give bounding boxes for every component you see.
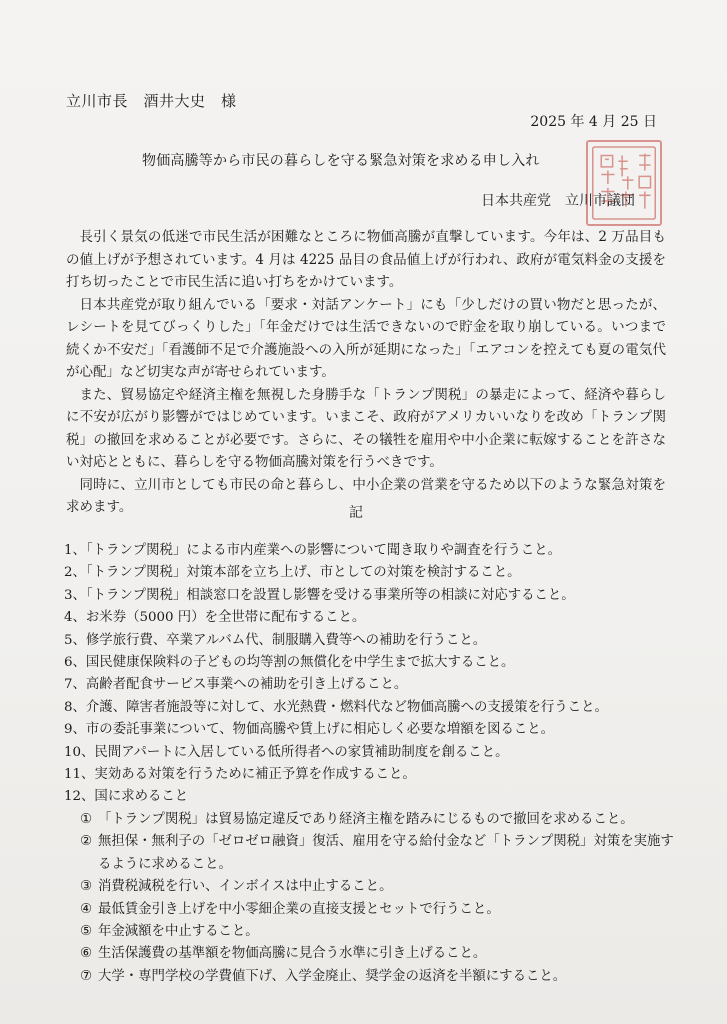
request-item: 9、市の委託事業について、物価高騰や賃上げに相応しく必要な増額を図ること。	[64, 722, 555, 738]
item-text: 最低賃金引き上げを中小零細企業の直接支援とセットで行うこと。	[98, 901, 500, 917]
sender: 日本共産党 立川市議団	[481, 193, 635, 209]
date: 2025 年 4 月 25 日	[530, 114, 657, 130]
national-request-item	[80, 831, 684, 876]
paragraph: 日本共産党が取り組んでいる「要求・対話アンケート」にも「少しだけの買い物だと思ったが、レシートを見てびっくりした」「年金だけでは生活できないので貯金を取り崩している。いつまで続くか不安だ」「看護師不足で介護施設への入所が延期になった」「エアコンを控えても夏の電気代が心配」など切実な声が寄せられています。	[66, 296, 666, 380]
item-number: ⑦	[80, 968, 93, 984]
national-requests	[64, 809, 684, 988]
item-text: 「トランプ関税」は貿易協定違反であり経済主権を踏みにじるもので撤回を求めること。	[98, 811, 634, 827]
request-item: 2、「トランプ関税」対策本部を立ち上げ、市としての対策を検討すること。	[64, 565, 521, 581]
body-text	[66, 226, 666, 519]
request-item: 10、民間アパートに入居している低所得者への家賃補助制度を創ること。	[64, 744, 509, 760]
request-item: 3、「トランプ関税」相談窓口を設置し影響を受ける事業所等の相談に対応すること。	[64, 587, 575, 603]
item-number: ④	[80, 901, 93, 917]
national-request-item	[80, 921, 684, 943]
request-list	[64, 540, 684, 988]
red-seal-stamp	[586, 140, 662, 226]
seal-graphic	[588, 142, 660, 224]
item-number: ②	[80, 834, 93, 850]
paragraph: 同時に、立川市としても市民の命と暮らし、中小企業の営業を守るため以下のような緊急対策を求めます。	[66, 476, 666, 515]
request-item: 4、お米券（5000 円）を全世帯に配布すること。	[64, 610, 366, 626]
national-request-item	[80, 809, 684, 831]
item-number: ③	[80, 879, 93, 895]
request-item: 12、国に求めること	[64, 789, 189, 805]
request-item: 8、介護、障害者施設等に対して、水光熱費・燃料代など物価高騰への支援策を行うこと。	[64, 699, 608, 715]
item-text: 生活保護費の基準額を物価高騰に見合う水準に引き上げること。	[98, 946, 487, 962]
ki-heading: 記	[349, 505, 363, 521]
item-text: 年金減額を中止すること。	[98, 923, 259, 939]
request-item: 6、国民健康保険料の子どもの均等割の無償化を中学生まで拡大すること。	[64, 655, 515, 671]
item-number: ①	[80, 811, 93, 827]
item-text: 大学・専門学校の学費値下げ、入学金廃止、奨学金の返済を半額にすること。	[98, 968, 567, 984]
request-item: 7、高齢者配食サービス事業への補助を引き上げること。	[64, 677, 408, 693]
national-request-item	[80, 876, 684, 898]
item-text: 消費税減税を行い、インボイスは中止すること。	[98, 879, 393, 895]
request-item: 1、「トランプ関税」による市内産業への影響について聞き取りや調査を行うこと。	[64, 543, 562, 558]
national-request-item	[80, 899, 684, 921]
request-item: 11、実効ある対策を行うために補正予算を作成すること。	[64, 767, 416, 783]
item-number: ⑥	[80, 946, 93, 962]
national-request-item	[80, 943, 684, 965]
request-item: 5、修学旅行費、卒業アルバム代、制服購入費等への補助を行うこと。	[64, 632, 487, 648]
item-number: ⑤	[80, 923, 93, 939]
item-text: 無担保・無利子の「ゼロゼロ融資」復活、雇用を守る給付金など「トランプ関税」対策を実施するように求めること。	[98, 834, 674, 872]
paragraph: また、貿易協定や経済主権を無視した身勝手な「トランプ関税」の暴走によって、経済や暮らしに不安が広がり影響がではじめています。いまこそ、政府がアメリカいいなりを改め「トランプ関税」の撤回を求めることが必要です。さらに、その犠牲を雇用や中小企業に転嫁することを許さない対応とともに、暮らしを守る物価高騰対策を行うべきです。	[66, 386, 666, 470]
paragraph: 長引く景気の低迷で市民生活が困難なところに物価高騰が直撃しています。今年は、2 万品目もの値上げが予想されています。4 月は 4225 品目の食品値上げが行われ、政府が電気料金の支援を打ち切ったことで市民生活に追い打ちをかけています。	[66, 229, 666, 290]
document-title: 物価高騰等から市民の暮らしを守る緊急対策を求める申し入れ	[142, 153, 540, 169]
addressee: 立川市長 酒井大史 様	[66, 92, 237, 110]
national-request-item	[80, 966, 684, 988]
